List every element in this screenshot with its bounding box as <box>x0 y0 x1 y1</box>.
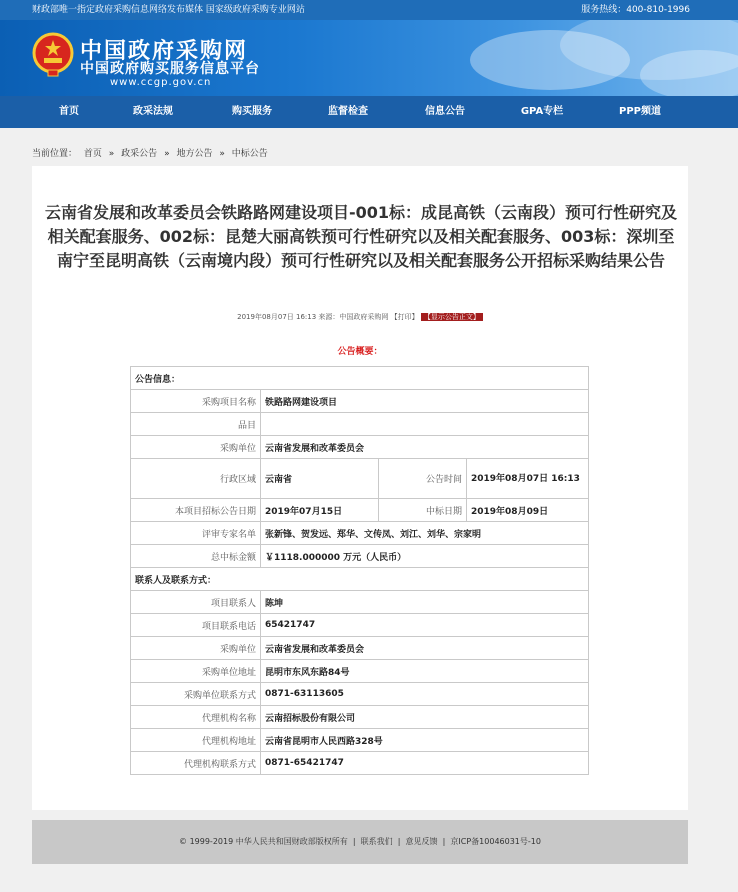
breadcrumb-local-announcements[interactable]: 地方公告 <box>176 149 213 159</box>
footer-icp: 京ICP备10046031号-10 <box>450 837 541 846</box>
experts-label: 评审专家名单 <box>131 522 261 545</box>
table-row <box>131 660 589 683</box>
amount-label: 总中标金额 <box>131 545 261 568</box>
nav-item-supervision[interactable]: 监督检查 <box>328 106 368 117</box>
show-original-button[interactable]: 【显示公告正文】 <box>421 313 483 321</box>
article-card <box>32 166 688 810</box>
agency-phone-value: 0871-65421747 <box>261 752 589 775</box>
table-row <box>131 367 589 390</box>
publish-time-value: 2019年08月07日 16:13 <box>467 459 589 499</box>
main-nav <box>0 96 738 128</box>
summary-label: 公告概要： <box>337 347 383 357</box>
agency-address-label: 代理机构地址 <box>131 729 261 752</box>
footer-copyright: © 1999-2019 中华人民共和国财政部版权所有 <box>179 837 348 846</box>
breadcrumb-prefix: 当前位置： <box>32 149 78 159</box>
table-row <box>131 390 589 413</box>
site-title: 中国政府采购网 <box>80 39 249 64</box>
nav-item-gpa[interactable]: GPA专栏 <box>520 106 564 117</box>
topbar-slogan: 财政部唯一指定政府采购信息网络发布媒体 国家级政府采购专业网站 <box>32 5 305 15</box>
article-meta-text: 2019年08月07日 16:13 来源：中国政府采购网 【打印】 <box>237 313 419 321</box>
article-meta <box>32 312 688 322</box>
breadcrumb-separator: » <box>108 149 115 159</box>
breadcrumb-award-announcements[interactable]: 中标公告 <box>231 149 268 159</box>
item-value <box>261 413 589 436</box>
table-row <box>131 706 589 729</box>
table-row <box>131 752 589 775</box>
site-header-banner <box>0 20 738 96</box>
table-row <box>131 568 589 591</box>
contact-phone-label: 项目联系电话 <box>131 614 261 637</box>
article-title: 云南省发展和改革委员会铁路路网建设项目-001标：成昆高铁（云南段）预可行性研究及相关配套服务、002标：昆楚大丽高铁预可行性研究以及相关配套服务、003标：深圳至南宁至昆明高铁（云南境内段）预可行性研究以及相关配套服务公开招标采购结果公告 <box>44 203 678 270</box>
nav-item-purchase-services[interactable]: 购买服务 <box>232 106 272 117</box>
breadcrumb-home[interactable]: 首页 <box>83 149 102 159</box>
announcement-table <box>130 366 589 775</box>
contact-phone-value: 65421747 <box>261 614 589 637</box>
item-label: 品目 <box>131 413 261 436</box>
table-row <box>131 614 589 637</box>
tender-date-label: 本项目招标公告日期 <box>131 499 261 522</box>
table-row <box>131 413 589 436</box>
footer-separator: | <box>442 837 446 846</box>
publish-time-label: 公告时间 <box>379 459 467 499</box>
section-contact-header: 联系人及联系方式： <box>131 568 589 591</box>
table-row <box>131 683 589 706</box>
site-subtitle: 中国政府购买服务信息平台 <box>80 61 260 77</box>
service-hotline: 服务热线：400-810-1996 <box>581 5 690 15</box>
footer-separator: | <box>352 837 356 846</box>
buyer-label: 采购单位 <box>131 436 261 459</box>
table-row <box>131 637 589 660</box>
region-value: 云南省 <box>261 459 379 499</box>
nav-item-home[interactable]: 首页 <box>59 106 79 117</box>
page-footer <box>32 820 688 864</box>
table-row <box>131 729 589 752</box>
breadcrumb-separator: » <box>219 149 225 159</box>
contact-label: 项目联系人 <box>131 591 261 614</box>
agency-label: 代理机构名称 <box>131 706 261 729</box>
table-row <box>131 436 589 459</box>
award-date-label: 中标日期 <box>379 499 467 522</box>
nav-item-regulations[interactable]: 政采法规 <box>133 106 173 117</box>
buyer-phone-value: 0871-63113605 <box>261 683 589 706</box>
buyer2-label: 采购单位 <box>131 637 261 660</box>
project-name-value: 铁路路网建设项目 <box>261 390 589 413</box>
buyer-address-label: 采购单位地址 <box>131 660 261 683</box>
table-row <box>131 459 589 499</box>
table-row <box>131 499 589 522</box>
nav-item-announcements[interactable]: 信息公告 <box>425 106 465 117</box>
table-row <box>131 591 589 614</box>
footer-separator: | <box>397 837 401 846</box>
buyer-address-value: 昆明市东风东路84号 <box>261 660 589 683</box>
footer-contact-link[interactable]: 联系我们 <box>360 837 393 846</box>
project-name-label: 采购项目名称 <box>131 390 261 413</box>
top-info-bar <box>0 0 738 20</box>
agency-phone-label: 代理机构联系方式 <box>131 752 261 775</box>
agency-address-value: 云南省昆明市人民西路328号 <box>261 729 589 752</box>
breadcrumb-gov-announcements[interactable]: 政采公告 <box>121 149 158 159</box>
table-row <box>131 522 589 545</box>
table-row <box>131 545 589 568</box>
agency-value: 云南招标股份有限公司 <box>261 706 589 729</box>
tender-date-value: 2019年07月15日 <box>261 499 379 522</box>
experts-value: 张新锋、贺发远、郑华、文传凤、刘江、刘华、宗家明 <box>261 522 589 545</box>
national-emblem-icon <box>32 32 74 78</box>
award-date-value: 2019年08月09日 <box>467 499 589 522</box>
breadcrumb-separator: » <box>164 149 170 159</box>
nav-item-ppp[interactable]: PPP频道 <box>619 106 661 117</box>
amount-value: ￥1118.000000 万元（人民币） <box>261 545 589 568</box>
contact-value: 陈坤 <box>261 591 589 614</box>
breadcrumb <box>32 146 272 159</box>
site-url: www.ccgp.gov.cn <box>110 77 212 88</box>
buyer-phone-label: 采购单位联系方式 <box>131 683 261 706</box>
footer-feedback-link[interactable]: 意见反馈 <box>405 837 438 846</box>
section-info-header: 公告信息： <box>131 367 589 390</box>
buyer-value: 云南省发展和改革委员会 <box>261 436 589 459</box>
buyer2-value: 云南省发展和改革委员会 <box>261 637 589 660</box>
region-label: 行政区域 <box>131 459 261 499</box>
